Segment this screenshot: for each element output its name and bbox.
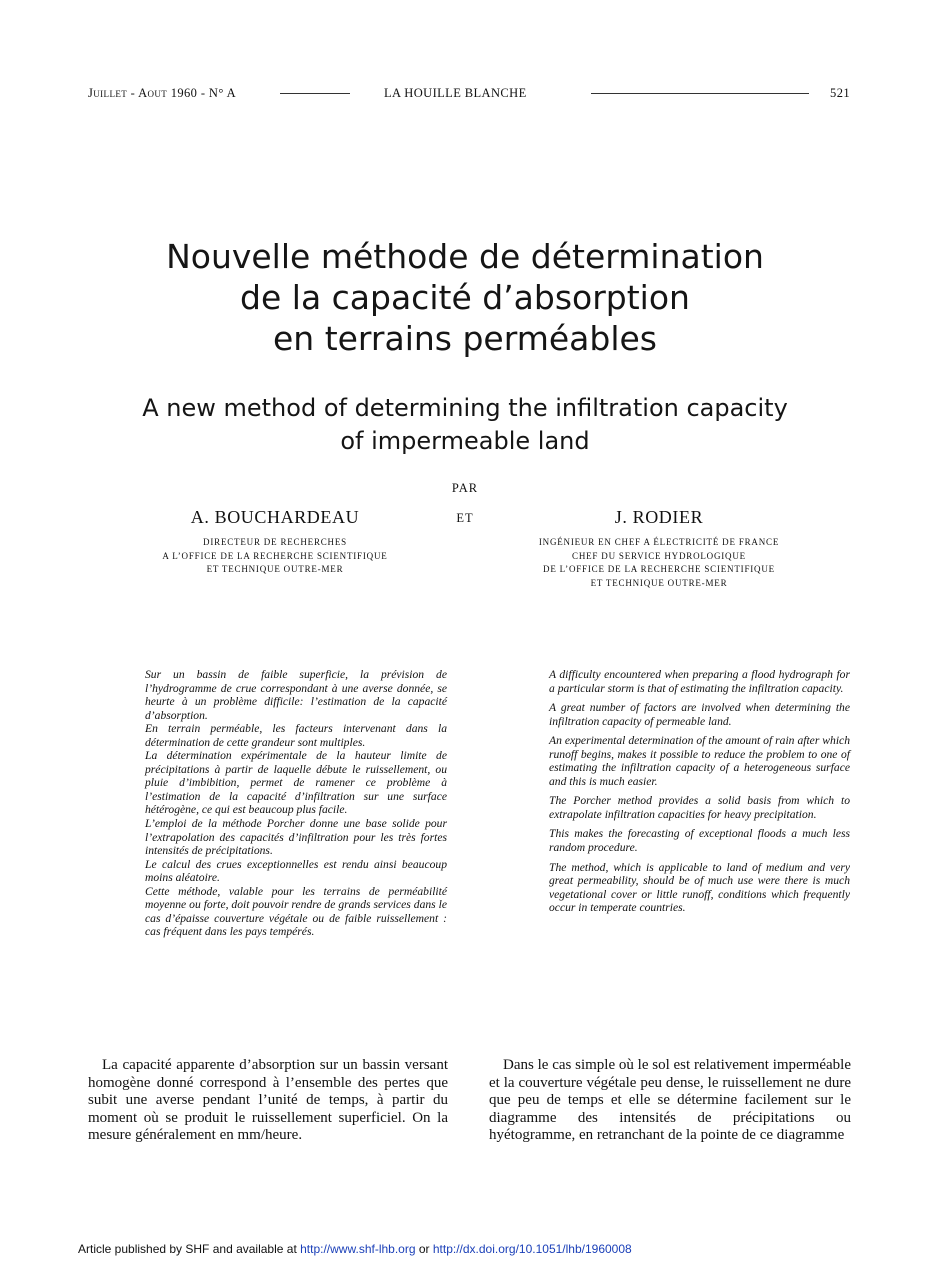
body-column-left: [88, 1057, 448, 1145]
french-title: [60, 236, 870, 359]
affiliation-line: INGÉNIEUR EN CHEF A ÉLECTRICITÉ DE FRANCE: [538, 537, 780, 547]
affiliation-line: DIRECTEUR DE RECHERCHES: [203, 537, 347, 547]
abstract-paragraph: A great number of factors are involved when determining the infiltration capacity of permeable land.: [549, 701, 850, 728]
abstract-paragraph: This makes the forecasting of exceptional floods a much less random procedure.: [549, 827, 850, 855]
abstract-paragraph: A difficulty encountered when preparing a flood hydrograph for a particular storm is that of estimating the infiltration capacity.: [549, 668, 850, 695]
abstract-paragraph: En terrain perméable, les facteurs intervenant dans la détermination de cette grandeur sont multiples.: [145, 722, 447, 749]
et-label: ET: [456, 511, 474, 525]
abstract-paragraph: An experimental determination of the amount of rain after which runoff begins, makes it possible to reduce the problem to one of estimating the infiltration capacity of a heterogeneous surface and this is much easier.: [549, 734, 850, 788]
abstract-paragraph: Cette méthode, valable pour les terrains de perméabilité moyenne ou forte, doit pouvoir rendre de grands services dans le cas d’épaisse couverture végétale ou de faible ruissellement : cas fréquent dans les pays tempérés.: [145, 884, 447, 939]
issue-label: Juillet - Aout 1960 - N° A: [88, 86, 237, 100]
body-paragraph: La capacité apparente d’absorption sur un bassin versant homogène donné correspond à l’ensemble des pertes que subit une averse pendant l’unité de temps, à partir du moment où se produit le ruissellement superficiel. On la mesure généralement en mm/heure.: [88, 1057, 448, 1144]
title-line: de la capacité d’absorption: [240, 278, 690, 317]
abstract-paragraph: L’emploi de la méthode Porcher donne une base solide pour l’extrapolation des capacités d’infiltration pour les très fortes intensités de précipitations.: [145, 817, 447, 858]
abstract-paragraph: The Porcher method provides a solid basis from which to extrapolate infiltration capacities for heavy precipitation.: [549, 794, 850, 821]
publication-footer: [78, 1242, 632, 1256]
abstract-english: [549, 668, 850, 921]
footer-text: Article published by SHF and available at: [78, 1242, 301, 1256]
title-line: of impermeable land: [340, 427, 590, 455]
title-line: Nouvelle méthode de détermination: [166, 237, 764, 276]
abstract-french: [145, 668, 447, 939]
abstract-paragraph: Sur un bassin de faible superficie, la prévision de l’hydrogramme de crue correspondant à une averse donnée, se heurte à un problème difficile: l’estimation de la capacité d’absorption.: [145, 668, 447, 722]
footer-text: or: [415, 1242, 433, 1256]
abstract-paragraph: The method, which is applicable to land of medium and very great permeability, should be of much use were there is much vegetational cover or little runoff, conditions which frequently occur in temperate countries.: [549, 860, 850, 915]
abstract-paragraph: Le calcul des crues exceptionnelles est rendu ainsi beaucoup moins aléatoire.: [145, 857, 447, 885]
affiliation-line: A L’OFFICE DE LA RECHERCHE SCIENTIFIQUE: [162, 550, 388, 561]
title-line: en terrains perméables: [272, 319, 657, 358]
header-rule: [591, 93, 809, 94]
affiliation-line: DE L’OFFICE DE LA RECHERCHE SCIENTIFIQUE: [543, 564, 775, 574]
abstract-paragraph: La détermination expérimentale de la hauteur limite de précipitations à partir de laquelle débute le ruissellement, ou pluie d’imbibition, permet de ramener ce problème à l’estimation de la capacité d’infiltration sur une surface hétérogène, ce qui est beaucoup plus facile.: [145, 749, 447, 817]
author-affiliation: [508, 536, 810, 590]
english-title: [40, 392, 890, 458]
shf-link[interactable]: http://www.shf-lhb.org: [300, 1242, 416, 1256]
author-name: J. RODIER: [614, 507, 704, 527]
doi-link[interactable]: http://dx.doi.org/10.1051/lhb/1960008: [432, 1242, 632, 1256]
affiliation-line: CHEF DU SERVICE HYDROLOGIQUE: [572, 550, 746, 561]
affiliation-line: ET TECHNIQUE OUTRE-MER: [590, 577, 728, 588]
header-rule: [280, 93, 350, 94]
body-paragraph: Dans le cas simple où le sol est relativement imperméable et la couverture végétale peu dense, le ruissellement ne dure que peu de temps et elle se détermine facilement sur le diagramme des intensités de précipitations ou hyétogramme, en retranchant de la pointe de ce diagramme: [489, 1057, 851, 1144]
running-header: [88, 86, 850, 104]
author-bouchardeau: [120, 506, 430, 577]
affiliation-line: ET TECHNIQUE OUTRE-MER: [206, 564, 344, 574]
author-rodier: [508, 506, 810, 590]
author-name: A. BOUCHARDEAU: [190, 507, 360, 527]
author-affiliation: [120, 536, 430, 577]
body-column-right: [489, 1057, 851, 1145]
journal-name: LA HOUILLE BLANCHE: [384, 86, 527, 100]
par-label: PAR: [451, 481, 479, 495]
page-number: 521: [830, 86, 850, 100]
title-line: A new method of determining the infiltration capacity: [142, 394, 788, 422]
